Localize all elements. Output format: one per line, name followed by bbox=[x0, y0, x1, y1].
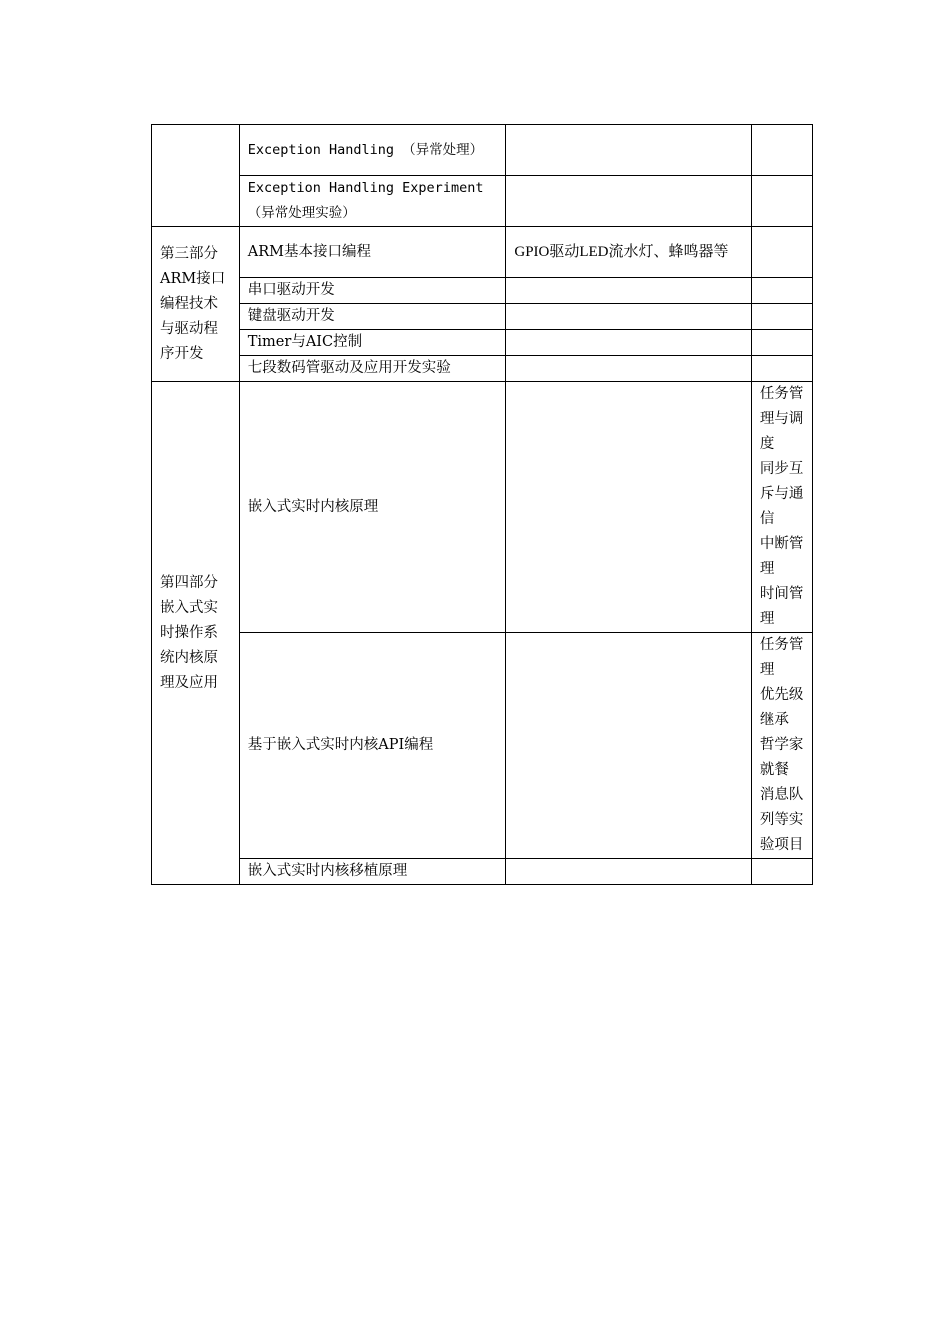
topic-cell: Timer与AIC控制 bbox=[239, 330, 506, 356]
section-cell-part3: 第三部分 ARM接口编程技术与驱动程序开发 bbox=[152, 227, 240, 382]
topic-cell: Exception Handling （异常处理） bbox=[239, 125, 506, 176]
topic-cell: 键盘驱动开发 bbox=[239, 304, 506, 330]
topic-cell: ARM基本接口编程 bbox=[239, 227, 506, 278]
table-row bbox=[152, 356, 813, 382]
notes-cell bbox=[751, 278, 812, 304]
table-row bbox=[152, 278, 813, 304]
notes-cell bbox=[751, 227, 812, 278]
content-cell bbox=[506, 330, 752, 356]
table-row bbox=[152, 382, 813, 633]
notes-cell bbox=[751, 859, 812, 885]
table-row bbox=[152, 859, 813, 885]
topic-cell: 串口驱动开发 bbox=[239, 278, 506, 304]
content-cell bbox=[506, 304, 752, 330]
table-row bbox=[152, 304, 813, 330]
content-cell bbox=[506, 382, 752, 633]
table-row bbox=[152, 125, 813, 176]
notes-line: 哲学家就餐 bbox=[759, 737, 804, 778]
section-cell-continued bbox=[152, 125, 240, 227]
content-cell bbox=[506, 125, 752, 176]
topic-cell: 嵌入式实时内核原理 bbox=[239, 382, 506, 633]
notes-cell bbox=[751, 356, 812, 382]
table-row bbox=[152, 227, 813, 278]
notes-cell bbox=[751, 304, 812, 330]
notes-cell bbox=[751, 382, 812, 633]
notes-line: 时间管理 bbox=[759, 586, 804, 627]
table-row bbox=[152, 330, 813, 356]
notes-line: 中断管理 bbox=[759, 536, 804, 577]
table-row bbox=[152, 633, 813, 859]
content-cell: GPIO驱动LED流水灯、蜂鸣器等 bbox=[506, 227, 752, 278]
notes-line: 优先级继承 bbox=[759, 687, 804, 728]
content-cell bbox=[506, 278, 752, 304]
notes-line: 同步互斥与通信 bbox=[759, 461, 804, 527]
topic-cell: 七段数码管驱动及应用开发实验 bbox=[239, 356, 506, 382]
table-row bbox=[152, 176, 813, 227]
notes-cell bbox=[751, 176, 812, 227]
notes-cell bbox=[751, 330, 812, 356]
syllabus-table bbox=[151, 124, 813, 885]
notes-cell bbox=[751, 633, 812, 859]
notes-line: 任务管理与调度 bbox=[759, 386, 804, 452]
notes-line: 消息队列等实验项目 bbox=[759, 787, 804, 853]
notes-line: 任务管理 bbox=[759, 637, 804, 678]
notes-cell bbox=[751, 125, 812, 176]
content-cell bbox=[506, 176, 752, 227]
topic-cell: Exception Handling Experiment（异常处理实验） bbox=[239, 176, 506, 227]
content-cell bbox=[506, 633, 752, 859]
section-cell-part4: 第四部分 嵌入式实时操作系统内核原理及应用 bbox=[152, 382, 240, 885]
topic-cell: 嵌入式实时内核移植原理 bbox=[239, 859, 506, 885]
topic-cell: 基于嵌入式实时内核API编程 bbox=[239, 633, 506, 859]
content-cell bbox=[506, 356, 752, 382]
content-cell bbox=[506, 859, 752, 885]
